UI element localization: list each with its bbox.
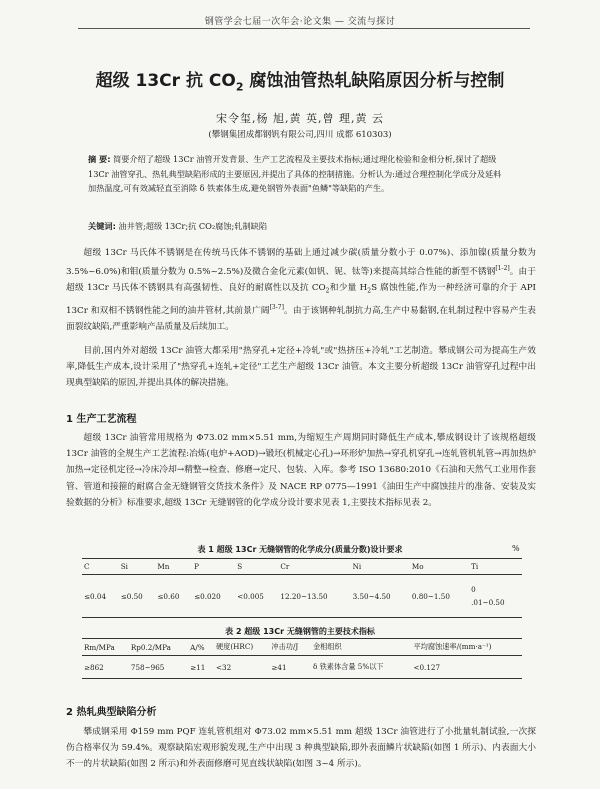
abstract-text: 简要介绍了超级 13Cr 油管开发背景、生产工艺流程及主要技术指标;通过理化检验和金相分析,探讨了超级 13Cr 油管穿孔、热轧典型缺陷形成的主要原因,并提出了具体的控制措施。分析认为:通过合理控制化学成分及延料加热温度,可有效减轻直至消除 δ 铁素体生成,避免钢管外表面"鱼鳞"等缺陷的产生。: [88, 154, 502, 193]
abstract-label: 摘 要:: [88, 154, 111, 164]
abstract: [88, 152, 508, 196]
table2-header-row: [82, 639, 522, 656]
table1-ti-top: 0: [471, 585, 476, 594]
keywords-label: 关键词:: [88, 221, 116, 231]
table1-header: C: [82, 559, 119, 575]
table1-caption: 表 1 超级 13Cr 无缝钢管的化学成分(质量分数)设计要求: [197, 545, 403, 554]
process-paragraph: 超级 13Cr 油管常用规格为 Φ73.02 mm×5.51 mm,为缩短生产周期同时降低生产成本,攀成钢设计了该规格超级 13Cr 油管的全规生产工艺流程:冶炼(电炉+AOD)→锻坯(机械定心孔)→环形炉加热→穿孔机穿孔→连轧管机轧管→再加热炉加热→定径机定径→冷床冷却→精整→检查、修磨→定尺、包装、入库。参考 ISO 13680:2010《石油和天然气工业用作套管、管道和接箍的耐腐合金无缝钢管交货技术条件》及 NACE RP 0775—1991《油田生产中腐蚀挂片的准备、安装及实验数据的分析》标准要求,超级 13Cr 无缝钢管的化学成分设计要求见表 1,主要技术指标见表 2。: [66, 433, 537, 508]
table1-unit: %: [512, 544, 520, 553]
section-heading-2: 2 热轧典型缺陷分析: [66, 707, 157, 718]
table2-header: 金相组织: [311, 639, 411, 656]
h2s-subscript: 2: [367, 288, 372, 296]
intro-paragraph-1: [66, 245, 536, 336]
table1-cell: ≤0.50: [119, 575, 156, 618]
table2-technical-indicators: [82, 638, 522, 679]
table-row: [82, 656, 522, 679]
table1-header: Ti: [469, 559, 522, 575]
table1-cell-ti: [469, 575, 522, 618]
citation-1: [1-2]: [495, 265, 510, 273]
table2-cell: <32: [214, 656, 269, 679]
section-heading-1: 1 生产工艺流程: [66, 414, 137, 425]
table2-caption: 表 2 超级 13Cr 无缝钢管的主要技术指标: [225, 627, 375, 636]
table1-cell: <0.005: [235, 575, 278, 618]
authors: 宋令玺,杨 旭,黄 英,曾 理,黄 云: [216, 112, 384, 125]
table1-header: S: [235, 559, 278, 575]
table1-header: Mn: [155, 559, 192, 575]
table1-header: Cr: [278, 559, 350, 575]
table1-cell: 3.50~4.50: [351, 575, 410, 618]
intro-p1-part-a: 超级 13Cr 马氏体不锈钢是在传统马氏体不锈钢的基础上通过减少碳(质量分数小于 0.07%)、添加镍(质量分数为 3.5%~6.0%)和钼(质量分数为 0.5%~2.5%)及微合金化元素(如钒、铌、钛等)来提高其综合性能的新型不锈钢: [66, 248, 536, 278]
table1-header-row: [82, 559, 522, 575]
table2-header: A/%: [188, 639, 214, 656]
table1-chemical-composition: [82, 558, 522, 618]
intro-paragraph-2: 目前,国内外对超级 13Cr 油管大都采用"热穿孔+定径+冷轧"或"热挤压+冷轧"工艺制造。攀成钢公司为提高生产效率,降低生产成本,设计采用了"热穿孔+连轧+定径"工艺生产超级 13Cr 油管。本文主要分析超级 13Cr 油管穿孔过程中出现典型缺陷的原因,并提出具体的解决措施。: [66, 346, 536, 389]
co2-subscript: 2: [325, 288, 330, 296]
intro-p1-part-c: 和少量 H: [329, 283, 368, 294]
table1-cell: 12.20~13.50: [278, 575, 350, 618]
table2-cell: <0.127: [411, 656, 522, 679]
intro-p1-part-b: 。由于超级 13Cr 马氏体不锈钢具有高强韧性、良好的耐腐性以及抗 CO: [66, 267, 536, 294]
table1-cell: ≤0.020: [192, 575, 235, 618]
affiliation: (攀钢集团成都钢钒有限公司,四川 成都 610303): [208, 130, 392, 140]
table1-header: Mo: [410, 559, 469, 575]
table1-header: Ni: [351, 559, 410, 575]
intro-p1-part-d: S 腐蚀性能,作为一种经济可靠的介于 API 13Cr 和双相不锈钢性能之间的油井管材,其前景广阔: [66, 283, 536, 317]
table1-cell: ≤0.60: [155, 575, 192, 618]
table2-cell: ≥11: [188, 656, 214, 679]
table1-header: Si: [119, 559, 156, 575]
table2-cell: ≥862: [82, 656, 129, 679]
table2-cell: δ 铁素体含量 5%以下: [311, 656, 411, 679]
table1-ti-bottom: .01~0.50: [471, 598, 505, 607]
table2-header: 硬度(HRC): [214, 639, 269, 656]
table2-header: 平均腐蚀速率/(mm·a⁻¹): [411, 639, 522, 656]
running-head: 钢管学会七届一次年会·论文集 — 交流与探讨: [204, 17, 396, 27]
table1-header: P: [192, 559, 235, 575]
table2-header: Rm/MPa: [82, 639, 129, 656]
table-row: [82, 575, 522, 618]
title-text-before: 超级 13Cr 抗 CO: [95, 71, 236, 91]
table2-cell: ≥41: [269, 656, 311, 679]
table1-cell: ≤0.04: [82, 575, 119, 618]
header-rule: [78, 28, 530, 29]
keywords-text: 油井管;超级 13Cr;抗 CO₂腐蚀;轧制缺陷: [118, 221, 268, 231]
defect-paragraph: 攀成钢采用 Φ159 mm PQF 连轧管机组对 Φ73.02 mm×5.51 mm 超级 13Cr 油管进行了小批量轧制试验,一次探伤合格率仅为 59.4%。观察缺陷宏观形貌发现,生产中出现 3 种典型缺陷,即外表面鳞片状缺陷(如图 1 所示)、内表面大小不一的片状缺陷(如图 2 所示)和外表面修磨可见直线状缺陷(如图 3~4 所示)。: [66, 727, 536, 770]
table2-header: 冲击功/J: [269, 639, 311, 656]
citation-2: [3-7]: [269, 304, 284, 312]
title-subscript: 2: [235, 80, 244, 94]
table2-cell: 758~965: [129, 656, 188, 679]
table2-header: Rp0.2/MPa: [129, 639, 188, 656]
title-text-after: 腐蚀油管热轧缺陷原因分析与控制: [243, 71, 505, 91]
paper-title: [0, 66, 600, 93]
intro-p1-part-e: 。由于该钢种轧制抗力高,生产中易黏钢,在轧制过程中容易产生表面裂纹缺陷,严重影响产品质量及后续加工。: [66, 306, 536, 333]
table1-cell: 0.80~1.50: [410, 575, 469, 618]
keywords: [88, 221, 508, 232]
